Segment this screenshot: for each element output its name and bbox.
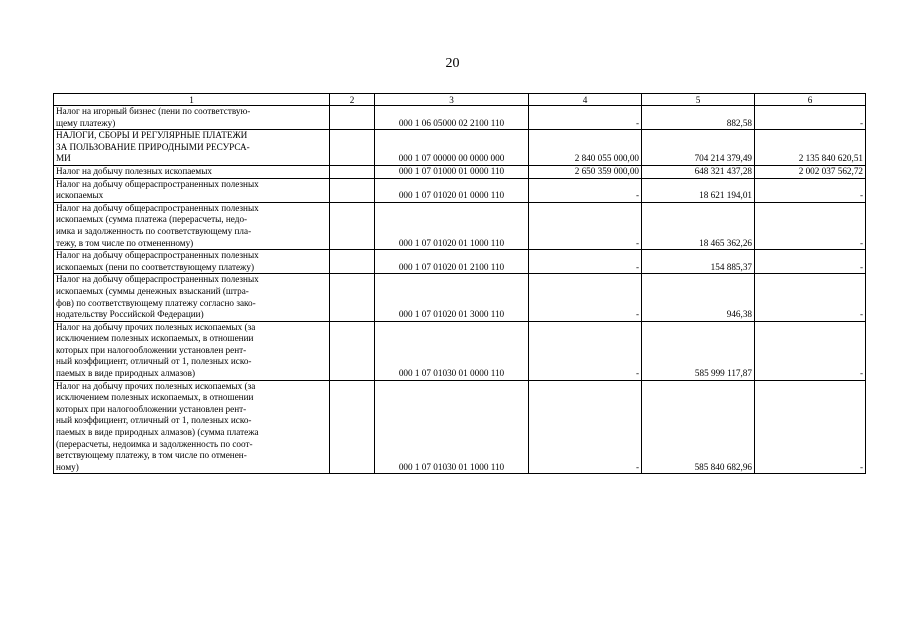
row-name-line: ЗА ПОЛЬЗОВАНИЕ ПРИРОДНЫМИ РЕСУРСА- xyxy=(56,141,250,152)
row-remaining: 2 135 840 620,51 xyxy=(755,130,866,166)
row-name xyxy=(54,202,330,249)
row-col2 xyxy=(330,106,375,130)
row-remaining: - xyxy=(755,321,866,380)
table-row xyxy=(54,106,866,130)
table-body xyxy=(54,106,866,474)
row-approved: - xyxy=(529,380,642,474)
row-code: 000 1 07 01020 01 2100 110 xyxy=(375,250,529,274)
budget-table xyxy=(53,93,866,474)
table-row xyxy=(54,165,866,178)
row-name-line: которых при налогообложении установлен рент- xyxy=(56,344,247,355)
row-name-line: ископаемых (пени по соответствующему платежу) xyxy=(56,261,255,272)
row-remaining: - xyxy=(755,380,866,474)
row-executed: 18 621 194,01 xyxy=(642,178,755,202)
row-name xyxy=(54,130,330,166)
row-name-line: Налог на добычу общераспространенных полезных xyxy=(56,202,259,213)
column-header-5: 5 xyxy=(642,94,755,106)
row-name-line: Налог на добычу общераспространенных полезных xyxy=(56,250,259,261)
row-name-line: исключением полезных ископаемых, в отношении xyxy=(56,392,254,403)
row-name xyxy=(54,250,330,274)
row-name-line: ный коэффициент, отличный от 1, полезных иско- xyxy=(56,415,252,426)
row-name xyxy=(54,274,330,321)
row-approved: - xyxy=(529,106,642,130)
row-name-line: паемых в виде природных алмазов) (сумма платежа xyxy=(56,427,259,438)
row-name-line: НАЛОГИ, СБОРЫ И РЕГУЛЯРНЫЕ ПЛАТЕЖИ xyxy=(56,130,248,141)
row-name-line: которых при налогообложении установлен рент- xyxy=(56,403,247,414)
row-name xyxy=(54,106,330,130)
row-name-line: щему платежу) xyxy=(56,117,116,128)
table-row xyxy=(54,202,866,249)
row-approved: - xyxy=(529,178,642,202)
row-col2 xyxy=(330,250,375,274)
row-name xyxy=(54,380,330,474)
row-approved: 2 840 055 000,00 xyxy=(529,130,642,166)
table-row xyxy=(54,380,866,474)
row-name-line: ный коэффициент, отличный от 1, полезных иско- xyxy=(56,356,252,367)
table-row xyxy=(54,178,866,202)
row-col2 xyxy=(330,165,375,178)
row-approved: - xyxy=(529,274,642,321)
row-col2 xyxy=(330,202,375,249)
row-name-line: тежу, в том числе по отмененному) xyxy=(56,237,194,248)
row-remaining: - xyxy=(755,274,866,321)
row-approved: - xyxy=(529,202,642,249)
row-remaining: - xyxy=(755,250,866,274)
row-name-line: имка и задолженность по соответствующему пла- xyxy=(56,225,252,236)
row-name-line: Налог на игорный бизнес (пени по соответствую- xyxy=(56,106,251,116)
row-name-line: МИ xyxy=(56,153,71,164)
row-code: 000 1 07 01030 01 1000 110 xyxy=(375,380,529,474)
column-header-4: 4 xyxy=(529,94,642,106)
row-approved: - xyxy=(529,250,642,274)
row-name-line: Налог на добычу общераспространенных полезных xyxy=(56,274,259,285)
row-name xyxy=(54,321,330,380)
row-code: 000 1 07 01020 01 0000 110 xyxy=(375,178,529,202)
row-name-line: Налог на добычу общераспространенных полезных xyxy=(56,178,259,189)
column-header-1: 1 xyxy=(54,94,330,106)
row-name-line: фов) по соответствующему платежу согласно зако- xyxy=(56,297,256,308)
row-name-line: ископаемых (суммы денежных взысканий (штра- xyxy=(56,285,249,296)
row-name-line: исключением полезных ископаемых, в отношении xyxy=(56,333,254,344)
row-code: 000 1 07 01020 01 1000 110 xyxy=(375,202,529,249)
row-col2 xyxy=(330,380,375,474)
row-executed: 585 840 682,96 xyxy=(642,380,755,474)
row-col2 xyxy=(330,321,375,380)
column-header-2: 2 xyxy=(330,94,375,106)
table-row xyxy=(54,130,866,166)
row-executed: 585 999 117,87 xyxy=(642,321,755,380)
row-executed: 648 321 437,28 xyxy=(642,165,755,178)
row-approved: 2 650 359 000,00 xyxy=(529,165,642,178)
row-name-line: Налог на добычу прочих полезных ископаемых (за xyxy=(56,321,256,332)
column-header-3: 3 xyxy=(375,94,529,106)
table-row xyxy=(54,321,866,380)
column-header-6: 6 xyxy=(755,94,866,106)
row-code: 000 1 06 05000 02 2100 110 xyxy=(375,106,529,130)
row-executed: 704 214 379,49 xyxy=(642,130,755,166)
row-executed: 946,38 xyxy=(642,274,755,321)
row-executed: 882,58 xyxy=(642,106,755,130)
row-name-line: ветствующему платежу, в том числе по отменен- xyxy=(56,450,247,461)
row-name-line: Налог на добычу прочих полезных ископаемых (за xyxy=(56,380,256,391)
row-col2 xyxy=(330,130,375,166)
table-row xyxy=(54,250,866,274)
row-code: 000 1 07 00000 00 0000 000 xyxy=(375,130,529,166)
row-name-line: нодательству Российской Федерации) xyxy=(56,309,204,320)
row-name xyxy=(54,165,330,178)
table-row xyxy=(54,274,866,321)
row-name-line: (перерасчеты, недоимка и задолженность по соот- xyxy=(56,438,253,449)
row-name-line: ископаемых xyxy=(56,190,104,201)
row-remaining: - xyxy=(755,106,866,130)
row-name-line: ископаемых (сумма платежа (перерасчеты, недо- xyxy=(56,214,248,225)
row-code: 000 1 07 01000 01 0000 110 xyxy=(375,165,529,178)
row-name xyxy=(54,178,330,202)
row-executed: 154 885,37 xyxy=(642,250,755,274)
row-remaining: 2 002 037 562,72 xyxy=(755,165,866,178)
row-col2 xyxy=(330,274,375,321)
row-name-line: Налог на добычу полезных ископаемых xyxy=(56,165,212,176)
row-executed: 18 465 362,26 xyxy=(642,202,755,249)
row-code: 000 1 07 01030 01 0000 110 xyxy=(375,321,529,380)
row-code: 000 1 07 01020 01 3000 110 xyxy=(375,274,529,321)
row-remaining: - xyxy=(755,178,866,202)
row-name-line: ному) xyxy=(56,461,79,472)
row-name-line: паемых в виде природных алмазов) xyxy=(56,368,196,379)
page-number: 20 xyxy=(445,56,460,71)
row-col2 xyxy=(330,178,375,202)
row-approved: - xyxy=(529,321,642,380)
header-row xyxy=(54,94,866,106)
row-remaining: - xyxy=(755,202,866,249)
